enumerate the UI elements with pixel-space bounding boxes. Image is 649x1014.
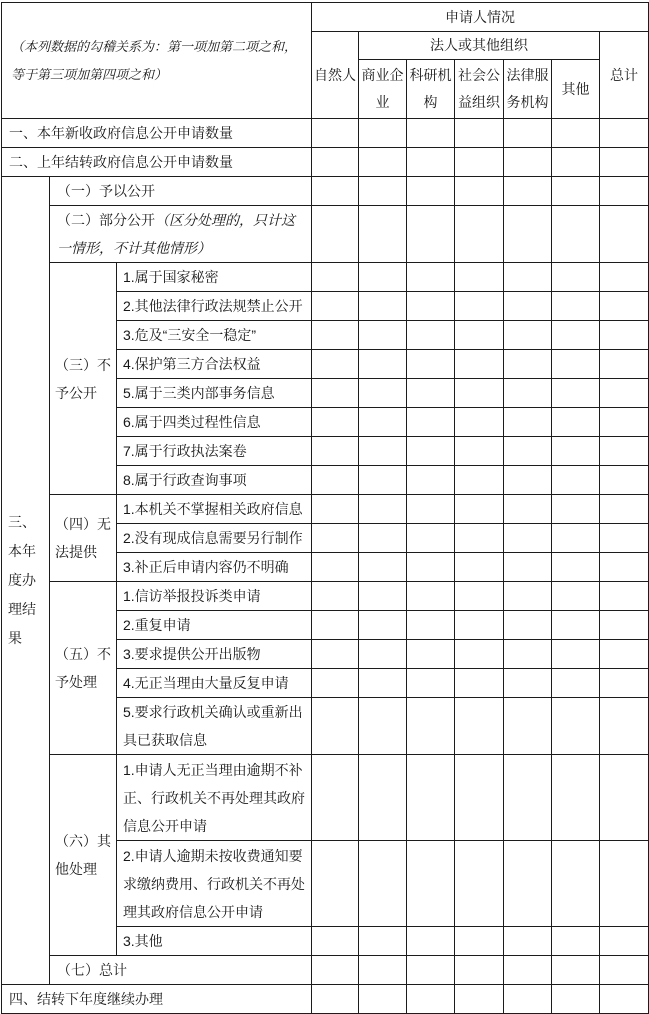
partial-disclosure-text: （二）部分公开	[57, 212, 155, 228]
data-cell	[455, 640, 504, 669]
data-cell	[504, 437, 552, 466]
data-cell	[600, 553, 649, 582]
header-org-type-other: 其他	[552, 60, 600, 119]
data-cell	[504, 927, 552, 956]
data-cell	[455, 206, 504, 263]
data-cell	[504, 495, 552, 524]
data-cell	[600, 119, 649, 148]
data-cell	[600, 611, 649, 640]
group-unable-to-provide-label: （四）无法提供	[50, 495, 117, 582]
data-cell	[407, 524, 455, 553]
row-carry-next-year-label: 四、结转下年度继续办理	[2, 985, 312, 1014]
data-cell	[455, 495, 504, 524]
data-cell	[359, 553, 407, 582]
data-cell	[407, 379, 455, 408]
data-cell	[407, 611, 455, 640]
data-cell	[407, 408, 455, 437]
data-cell	[552, 321, 600, 350]
data-cell	[504, 640, 552, 669]
data-cell	[407, 755, 455, 841]
data-cell	[504, 841, 552, 927]
data-cell	[312, 350, 359, 379]
data-cell	[552, 553, 600, 582]
data-cell	[600, 841, 649, 927]
data-cell	[359, 755, 407, 841]
data-cell	[407, 263, 455, 292]
data-cell	[504, 350, 552, 379]
refused-item-admin-inquiry: 8.属于行政查询事项	[117, 466, 312, 495]
data-cell	[504, 755, 552, 841]
data-cell	[455, 177, 504, 206]
data-cell	[600, 495, 649, 524]
data-cell	[407, 350, 455, 379]
data-cell	[359, 350, 407, 379]
data-cell	[504, 698, 552, 755]
data-cell	[455, 263, 504, 292]
data-cell	[407, 553, 455, 582]
data-cell	[359, 379, 407, 408]
data-cell	[312, 669, 359, 698]
data-cell	[504, 206, 552, 263]
data-cell	[312, 985, 359, 1014]
data-cell	[359, 956, 407, 985]
data-cell	[600, 640, 649, 669]
data-cell	[407, 495, 455, 524]
data-cell	[312, 640, 359, 669]
data-cell	[312, 755, 359, 841]
data-cell	[504, 669, 552, 698]
unable-item-unclear-after-correction: 3.补正后申请内容仍不明确	[117, 553, 312, 582]
data-cell	[504, 553, 552, 582]
row-subtotal-label: （七）总计	[50, 956, 312, 985]
data-cell	[552, 177, 600, 206]
data-cell	[407, 640, 455, 669]
data-cell	[600, 956, 649, 985]
data-cell	[407, 148, 455, 177]
data-cell	[407, 841, 455, 927]
data-cell	[312, 956, 359, 985]
group-refused-disclosure-label: （三）不予公开	[50, 263, 117, 495]
data-cell	[359, 119, 407, 148]
other-item-unpaid-fees: 2.申请人逾期未按收费通知要求缴纳费用、行政机关不再处理其政府信息公开申请	[117, 841, 312, 927]
data-cell	[552, 495, 600, 524]
data-cell	[312, 841, 359, 927]
not-processed-item-reconfirm-info: 5.要求行政机关确认或重新出具已获取信息	[117, 698, 312, 755]
data-cell	[552, 148, 600, 177]
data-cell	[455, 466, 504, 495]
data-cell	[312, 582, 359, 611]
data-cell	[359, 206, 407, 263]
data-cell	[455, 698, 504, 755]
data-cell	[312, 927, 359, 956]
data-cell	[600, 437, 649, 466]
data-cell	[600, 755, 649, 841]
data-cell	[455, 408, 504, 437]
data-cell	[600, 408, 649, 437]
header-org-type-public-welfare: 社会公益组织	[455, 60, 504, 119]
unable-item-needs-creation: 2.没有现成信息需要另行制作	[117, 524, 312, 553]
data-cell	[455, 321, 504, 350]
data-cell	[600, 466, 649, 495]
data-cell	[600, 669, 649, 698]
data-cell	[312, 553, 359, 582]
data-cell	[600, 379, 649, 408]
data-cell	[312, 379, 359, 408]
row-carried-over-label: 二、上年结转政府信息公开申请数量	[2, 148, 312, 177]
data-cell	[359, 611, 407, 640]
other-item-no-correction: 1.申请人无正当理由逾期不补正、行政机关不再处理其政府信息公开申请	[117, 755, 312, 841]
data-cell	[359, 841, 407, 927]
data-cell	[407, 206, 455, 263]
data-cell	[359, 321, 407, 350]
data-cell	[504, 524, 552, 553]
data-cell	[600, 698, 649, 755]
data-cell	[504, 321, 552, 350]
not-processed-item-duplicate: 2.重复申请	[117, 611, 312, 640]
data-cell	[312, 148, 359, 177]
data-cell	[600, 927, 649, 956]
data-cell	[455, 437, 504, 466]
data-cell	[455, 553, 504, 582]
data-cell	[600, 321, 649, 350]
partial-disclosure-note: （区分处理的，只计这一情形，不计其他情形）	[57, 212, 295, 256]
data-cell	[552, 350, 600, 379]
data-cell	[504, 408, 552, 437]
data-cell	[504, 379, 552, 408]
data-cell	[312, 611, 359, 640]
data-cell	[359, 263, 407, 292]
row-new-requests-label: 一、本年新收政府信息公开申请数量	[2, 119, 312, 148]
data-cell	[312, 177, 359, 206]
refused-item-enforcement-files: 7.属于行政执法案卷	[117, 437, 312, 466]
data-cell	[312, 263, 359, 292]
data-cell	[455, 350, 504, 379]
data-cell	[504, 263, 552, 292]
data-cell	[455, 379, 504, 408]
data-cell	[407, 119, 455, 148]
data-cell	[552, 698, 600, 755]
data-cell	[359, 640, 407, 669]
data-cell	[359, 669, 407, 698]
data-cell	[455, 985, 504, 1014]
data-cell	[504, 956, 552, 985]
data-cell	[407, 177, 455, 206]
header-org-type-research: 科研机构	[407, 60, 455, 119]
section-annual-results-label: 三、本年度办理结果	[2, 177, 50, 985]
data-cell	[407, 582, 455, 611]
data-cell	[600, 524, 649, 553]
data-cell	[600, 177, 649, 206]
data-cell	[552, 582, 600, 611]
data-cell	[359, 524, 407, 553]
refused-item-process-info: 6.属于四类过程性信息	[117, 408, 312, 437]
data-cell	[455, 292, 504, 321]
data-cell	[455, 841, 504, 927]
data-cell	[552, 466, 600, 495]
header-org-type-legal-service: 法律服务机构	[504, 60, 552, 119]
not-processed-item-petition: 1.信访举报投诉类申请	[117, 582, 312, 611]
data-cell	[407, 927, 455, 956]
data-cell	[552, 841, 600, 927]
data-cell	[600, 263, 649, 292]
data-cell	[359, 495, 407, 524]
data-cell	[504, 611, 552, 640]
data-cell	[359, 292, 407, 321]
data-cell	[407, 437, 455, 466]
data-cell	[504, 119, 552, 148]
data-cell	[359, 437, 407, 466]
data-cell	[455, 119, 504, 148]
data-cell	[359, 466, 407, 495]
data-cell	[600, 582, 649, 611]
data-cell	[552, 379, 600, 408]
data-cell	[552, 669, 600, 698]
data-cell	[552, 119, 600, 148]
disclosure-request-table	[1, 2, 649, 1014]
data-cell	[455, 669, 504, 698]
data-cell	[407, 321, 455, 350]
data-cell	[407, 698, 455, 755]
data-cell	[552, 985, 600, 1014]
not-processed-item-publications: 3.要求提供公开出版物	[117, 640, 312, 669]
data-cell	[359, 148, 407, 177]
data-cell	[455, 927, 504, 956]
data-cell	[312, 119, 359, 148]
data-cell	[552, 755, 600, 841]
data-cell	[504, 292, 552, 321]
header-natural-person: 自然人	[312, 32, 359, 119]
data-cell	[504, 148, 552, 177]
row-granted-disclosure-label: （一）予以公开	[50, 177, 312, 206]
header-org-type-commercial: 商业企业	[359, 60, 407, 119]
data-cell	[504, 177, 552, 206]
data-cell	[407, 985, 455, 1014]
data-cell	[455, 611, 504, 640]
not-processed-item-repeated-requests: 4.无正当理由大量反复申请	[117, 669, 312, 698]
refused-item-law-prohibited: 2.其他法律行政法规禁止公开	[117, 292, 312, 321]
refused-item-internal-affairs: 5.属于三类内部事务信息	[117, 379, 312, 408]
data-cell	[600, 985, 649, 1014]
data-cell	[312, 437, 359, 466]
data-cell	[600, 292, 649, 321]
data-cell	[407, 466, 455, 495]
row-partial-disclosure-label	[50, 206, 312, 263]
data-cell	[359, 408, 407, 437]
data-cell	[552, 408, 600, 437]
data-cell	[455, 755, 504, 841]
header-total: 总计	[600, 32, 649, 119]
data-cell	[455, 956, 504, 985]
data-cell	[552, 263, 600, 292]
data-cell	[552, 640, 600, 669]
data-cell	[552, 292, 600, 321]
data-cell	[600, 148, 649, 177]
data-cell	[455, 582, 504, 611]
data-cell	[407, 292, 455, 321]
data-cell	[359, 582, 407, 611]
data-cell	[312, 466, 359, 495]
header-applicant-situation: 申请人情况	[312, 3, 649, 32]
data-cell	[312, 495, 359, 524]
data-cell	[504, 985, 552, 1014]
header-legal-org: 法人或其他组织	[359, 32, 600, 60]
group-not-processed-label: （五）不予处理	[50, 582, 117, 755]
group-other-handling-label: （六）其他处理	[50, 755, 117, 956]
data-cell	[552, 524, 600, 553]
data-cell	[359, 698, 407, 755]
data-cell	[552, 206, 600, 263]
data-cell	[407, 669, 455, 698]
data-cell	[312, 292, 359, 321]
unable-item-not-held: 1.本机关不掌握相关政府信息	[117, 495, 312, 524]
data-cell	[359, 985, 407, 1014]
data-cell	[600, 350, 649, 379]
data-cell	[312, 698, 359, 755]
reconciliation-note: （本列数据的勾稽关系为：第一项加第二项之和，等于第三项加第四项之和）	[2, 3, 312, 119]
data-cell	[504, 582, 552, 611]
refused-item-state-secret: 1.属于国家秘密	[117, 263, 312, 292]
data-cell	[359, 927, 407, 956]
refused-item-third-party-rights: 4.保护第三方合法权益	[117, 350, 312, 379]
data-cell	[312, 524, 359, 553]
data-cell	[312, 408, 359, 437]
refused-item-endanger-safety: 3.危及“三安全一稳定”	[117, 321, 312, 350]
other-item-other: 3.其他	[117, 927, 312, 956]
data-cell	[407, 956, 455, 985]
data-cell	[312, 321, 359, 350]
data-cell	[455, 148, 504, 177]
data-cell	[455, 524, 504, 553]
data-cell	[552, 956, 600, 985]
data-cell	[552, 437, 600, 466]
data-cell	[504, 466, 552, 495]
data-cell	[359, 177, 407, 206]
data-cell	[552, 611, 600, 640]
data-cell	[552, 927, 600, 956]
data-cell	[312, 206, 359, 263]
data-cell	[600, 206, 649, 263]
